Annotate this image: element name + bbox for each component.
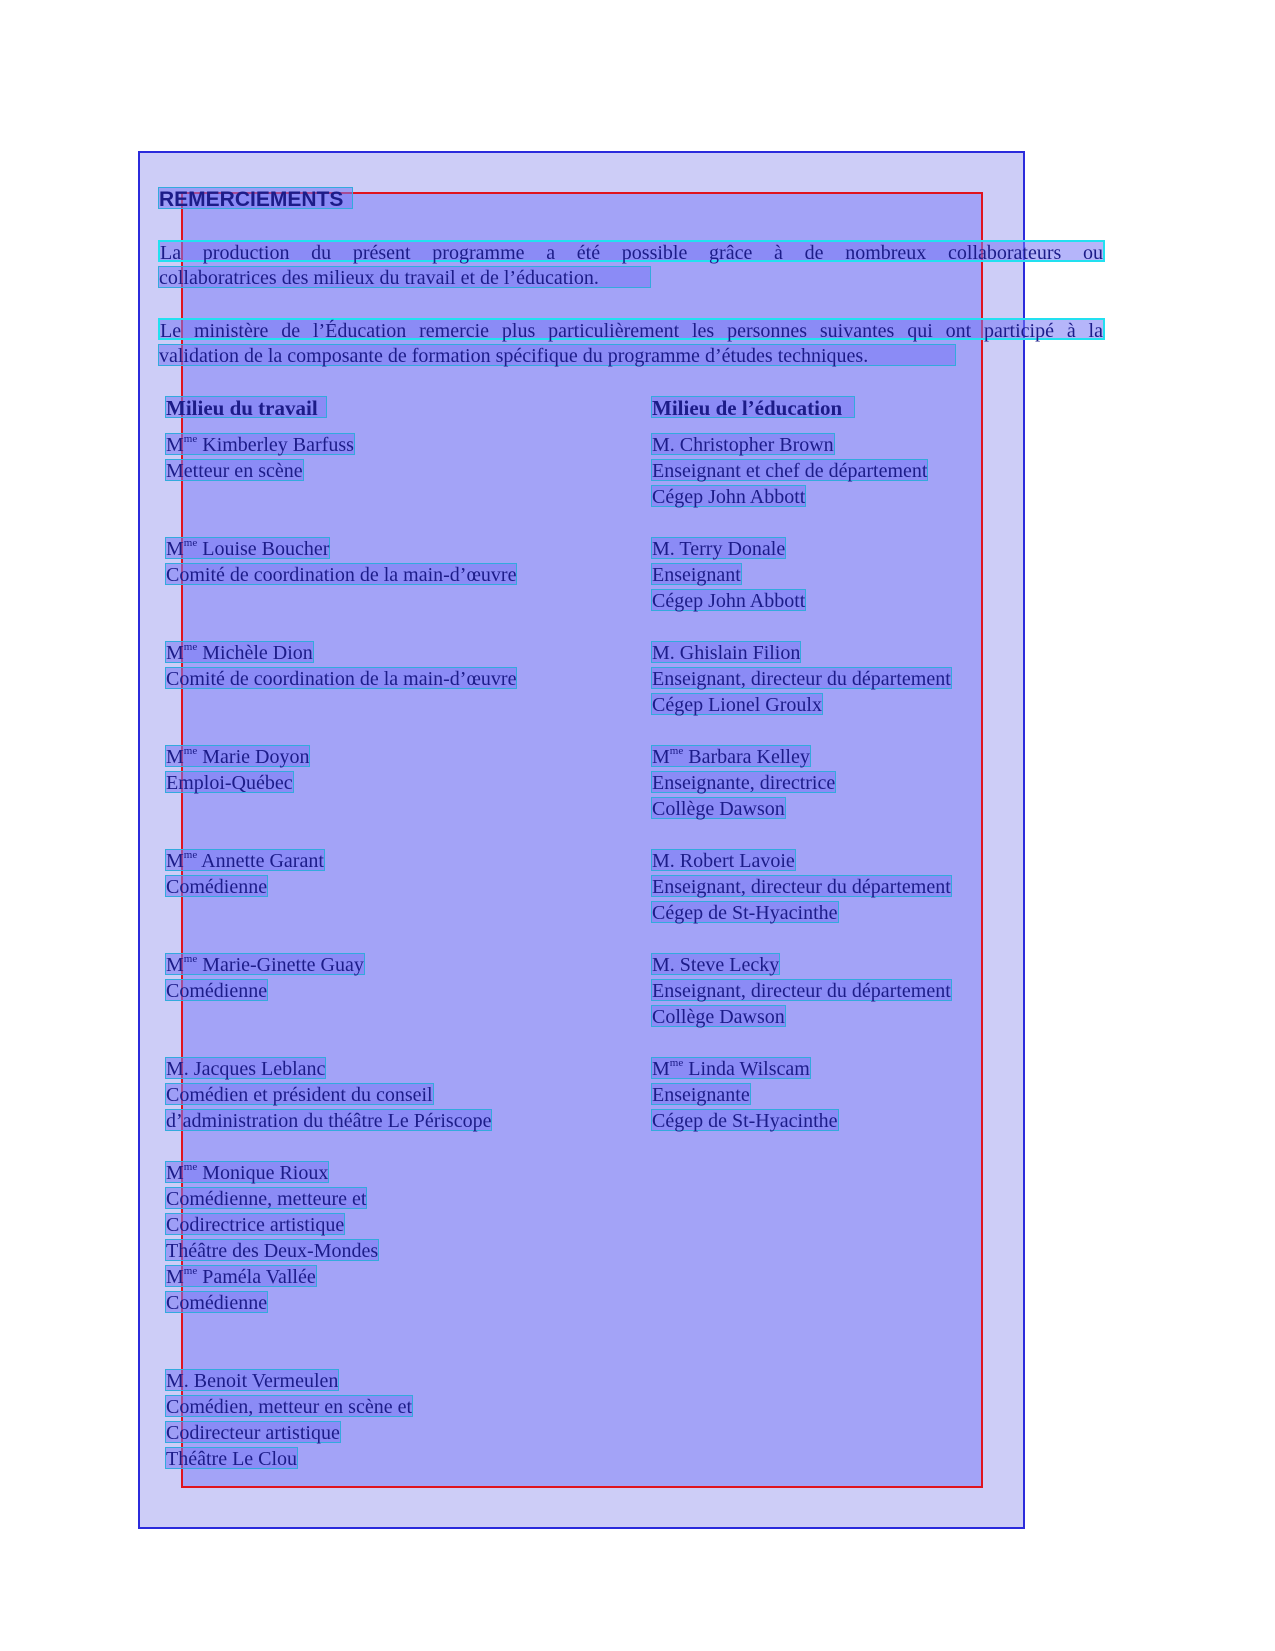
text-block-frame	[181, 192, 983, 1488]
person-title: M.	[652, 850, 675, 872]
thanks-line-1: Le ministère de l’Éducation remercie plus particulièrement les personnes suivantes qui ont participé à la	[160, 320, 1103, 342]
person-name: Paméla Vallée	[197, 1266, 316, 1288]
title-superscript: me	[183, 433, 198, 445]
person-title: M	[652, 1058, 670, 1080]
edu-person-detail-line: Enseignant, directeur du département	[652, 668, 951, 690]
person-title: M	[166, 434, 184, 456]
person-name: Linda Wilscam	[683, 1058, 810, 1080]
work-person-name	[165, 1057, 326, 1079]
edu-person-detail-line: Cégep John Abbott	[652, 486, 806, 508]
edu-person-name	[651, 641, 801, 663]
person-name: Kimberley Barfuss	[197, 434, 354, 456]
work-person-detail-line: Comédienne	[166, 980, 268, 1002]
work-person-name	[165, 745, 310, 767]
title-superscript: me	[669, 745, 684, 757]
person-name: Christopher Brown	[674, 434, 834, 456]
work-person-detail-line: Comédienne, metteure et	[166, 1188, 367, 1210]
edu-person-detail-line: Cégep de St-Hyacinthe	[652, 902, 838, 924]
work-person-detail-line: Emploi-Québec	[166, 772, 293, 794]
edu-column-heading: Milieu de l’éducation	[651, 396, 855, 418]
work-person-detail-line: Metteur en scène	[166, 460, 303, 482]
person-title: M.	[166, 1058, 189, 1080]
person-name: Marie Doyon	[197, 746, 310, 768]
work-person-detail-line: Comédienne	[166, 1292, 268, 1314]
work-person-detail-line: Comité de coordination de la main-d’œuvre	[166, 668, 517, 690]
person-name: Robert Lavoie	[674, 850, 795, 872]
edu-person-name	[651, 849, 796, 871]
work-person-detail-line: Codirecteur artistique	[166, 1422, 340, 1444]
person-title: M	[166, 850, 184, 872]
person-title: M.	[166, 1370, 189, 1392]
person-name: Terry Donale	[674, 538, 786, 560]
edu-person-detail-line: Collège Dawson	[652, 798, 785, 820]
edu-person-detail-line: Enseignant, directeur du département	[652, 980, 951, 1002]
edu-person-detail-line: Enseignant, directeur du département	[652, 876, 951, 898]
person-title: M	[166, 1266, 184, 1288]
person-title: M	[166, 746, 184, 768]
person-name: Annette Garant	[197, 850, 324, 872]
title-superscript: me	[183, 1161, 198, 1173]
work-person-detail-line: Théâtre des Deux-Mondes	[166, 1240, 379, 1262]
title-superscript: me	[183, 1265, 198, 1277]
person-name: Barbara Kelley	[683, 746, 810, 768]
work-person-detail-line: Comédien, metteur en scène et	[166, 1396, 413, 1418]
work-person-name	[165, 433, 355, 455]
work-person-detail-line: Comité de coordination de la main-d’œuvre	[166, 564, 517, 586]
person-name: Louise Boucher	[197, 538, 330, 560]
work-person-detail-line: Comédien et président du conseil	[166, 1084, 433, 1106]
work-column-heading: Milieu du travail	[165, 396, 327, 418]
edu-person-detail-line: Enseignant et chef de département	[652, 460, 928, 482]
person-title: M.	[652, 434, 675, 456]
title-superscript: me	[669, 1057, 684, 1069]
edu-person-detail-line: Cégep Lionel Groulx	[652, 694, 822, 716]
person-title: M.	[652, 538, 675, 560]
edu-person-detail-line: Enseignante, directrice	[652, 772, 836, 794]
title-superscript: me	[183, 537, 198, 549]
edu-person-name	[651, 433, 835, 455]
work-person-name	[165, 849, 325, 871]
work-person-detail-line: Comédienne	[166, 876, 268, 898]
work-person-name	[165, 1161, 329, 1183]
person-title: M	[166, 642, 184, 664]
thanks-line-2: validation de la composante de formation spécifique du programme d’études techniques.	[158, 344, 956, 366]
edu-person-detail-line: Collège Dawson	[652, 1006, 785, 1028]
person-title: M.	[652, 642, 675, 664]
edu-person-name	[651, 953, 780, 975]
title-superscript: me	[183, 849, 198, 861]
person-title: M	[166, 954, 184, 976]
edu-person-detail-line: Cégep John Abbott	[652, 590, 806, 612]
title-superscript: me	[183, 641, 198, 653]
intro-line-2: collaboratrices des milieux du travail et de l’éducation.	[158, 266, 651, 288]
person-name: Monique Rioux	[197, 1162, 329, 1184]
person-name: Michèle Dion	[197, 642, 313, 664]
person-name: Ghislain Filion	[674, 642, 801, 664]
edu-person-name	[651, 537, 786, 559]
person-name: Marie-Ginette Guay	[197, 954, 364, 976]
person-name: Jacques Leblanc	[188, 1058, 326, 1080]
person-name: Steve Lecky	[674, 954, 780, 976]
person-title: M	[166, 1162, 184, 1184]
edu-person-detail-line: Enseignant	[652, 564, 741, 586]
work-person-detail-line: Théâtre Le Clou	[166, 1448, 298, 1470]
work-person-name	[165, 1369, 339, 1391]
person-title: M	[166, 538, 184, 560]
work-person-detail-line: d’administration du théâtre Le Périscope	[166, 1110, 492, 1132]
person-name: Benoit Vermeulen	[188, 1370, 339, 1392]
edu-person-name	[651, 745, 811, 767]
edu-person-detail-line: Enseignante	[652, 1084, 750, 1106]
person-title: M	[652, 746, 670, 768]
edu-person-detail-line: Cégep de St-Hyacinthe	[652, 1110, 838, 1132]
title-superscript: me	[183, 953, 198, 965]
work-person-detail-line: Codirectrice artistique	[166, 1214, 345, 1236]
title-superscript: me	[183, 745, 198, 757]
work-person-name	[165, 1265, 317, 1287]
intro-line-1: La production du présent programme a été possible grâce à de nombreux collaborateurs ou	[160, 242, 1103, 264]
work-person-name	[165, 641, 314, 663]
section-title: REMERCIEMENTS	[158, 187, 353, 209]
edu-person-name	[651, 1057, 811, 1079]
person-title: M.	[652, 954, 675, 976]
work-person-name	[165, 953, 365, 975]
work-person-name	[165, 537, 330, 559]
